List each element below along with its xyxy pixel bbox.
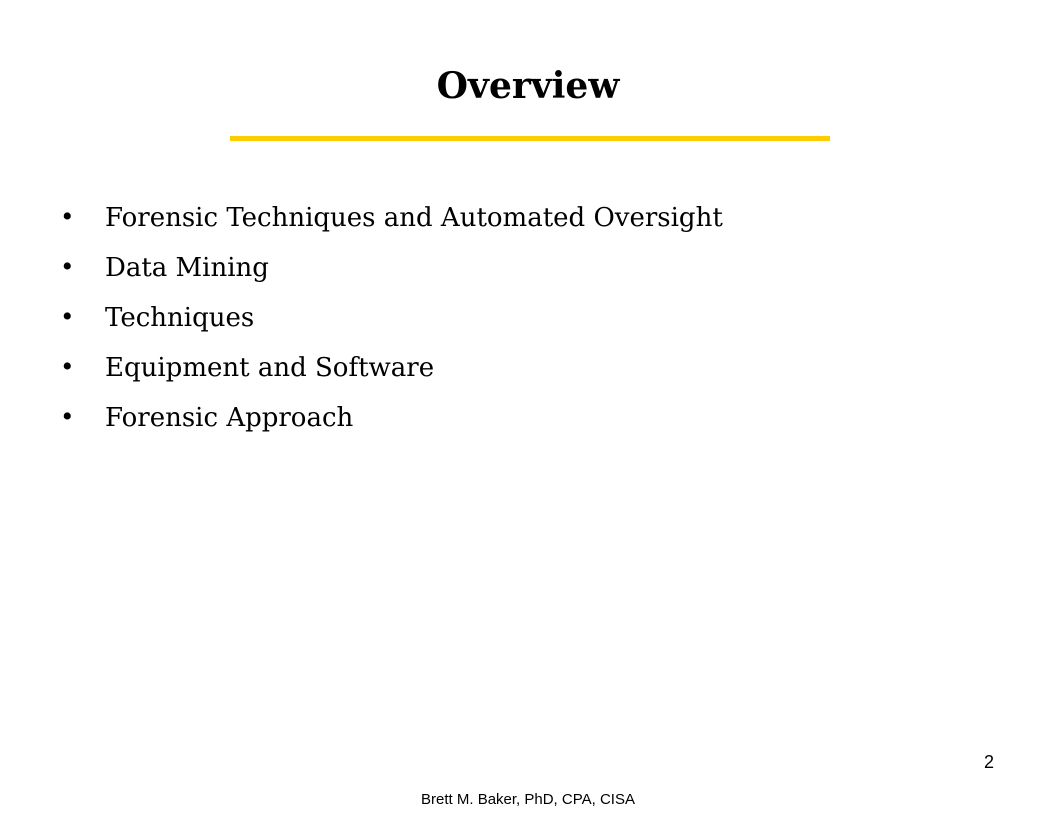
bullet-icon: • [62, 350, 73, 383]
bullet-item [60, 392, 723, 442]
bullet-icon: • [62, 250, 73, 283]
slide-title: Overview [436, 65, 620, 107]
bullet-text: Techniques [105, 303, 255, 333]
bullet-list [60, 192, 723, 442]
bullet-item [60, 192, 723, 242]
title-underline [230, 136, 830, 141]
bullet-item [60, 242, 723, 292]
bullet-item [60, 342, 723, 392]
bullet-item [60, 292, 723, 342]
footer-author: Brett M. Baker, PhD, CPA, CISA [421, 791, 635, 808]
page-number: 2 [983, 752, 994, 772]
bullet-icon: • [62, 300, 73, 333]
bullet-icon: • [62, 400, 73, 433]
bullet-text: Equipment and Software [105, 353, 435, 383]
bullet-text: Forensic Techniques and Automated Oversight [105, 203, 723, 233]
bullet-icon: • [62, 200, 73, 233]
bullet-text: Forensic Approach [105, 403, 354, 433]
bullet-text: Data Mining [105, 253, 269, 283]
